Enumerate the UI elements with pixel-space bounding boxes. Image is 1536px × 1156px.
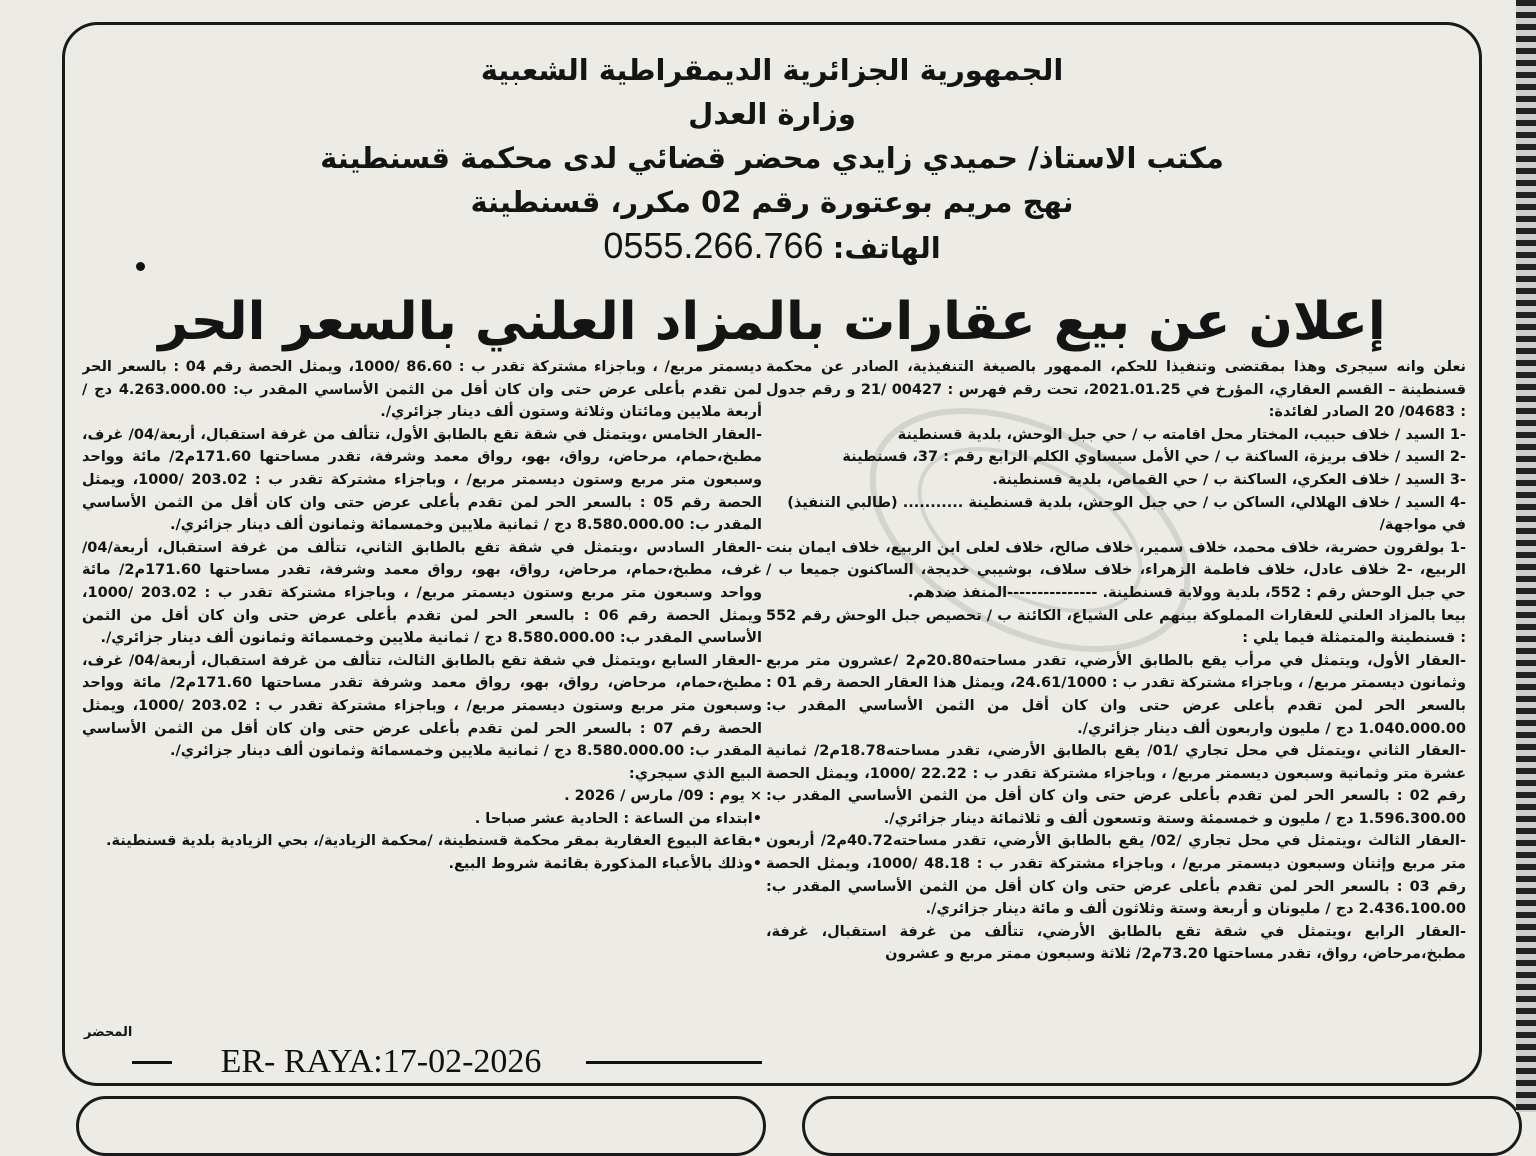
ministry-name: وزارة العدل xyxy=(688,97,856,131)
paragraph: -العقار السادس ،ويتمثل في شقة تقع بالطابق الثاني، تتألف من غرفة استقبال، أربعة/04/ غرف، مطبخ،حمام، مرحاض، رواق، بهو، رواق معمد وشرفة، تقدر مساحتها 171.60م2/ مائة وواحد وسبعون متر مربع وستون ديسمتر مربع/ ، وباجزاء مشتركة تقدر ب : 203.02 /1000، ويمثل الحصة رقم 06 : بالسعر الحر لمن تقدم بأعلى عرض حتى وان كان أقل من الثمن الأساسي المقدر ب: 8.580.000.00 دج / ثمانية ملايين وخمسمائة وثمانون ألف دينار جزائري/. xyxy=(82,539,762,647)
office-name: مكتب الاستاذ/ حميدي زايدي محضر قضائي لدى محكمة قسنطينة xyxy=(320,141,1224,175)
right-column xyxy=(766,356,1466,1062)
adjacent-ad-frame xyxy=(802,1096,1522,1156)
paragraph: × يوم : 09/ مارس / 2026 . xyxy=(564,788,762,805)
paragraph: ديسمتر مربع/ ، وباجزاء مشتركة تقدر ب : 86.60 /1000، ويمثل الحصة رقم 04 : بالسعر الحر لمن تقدم بأعلى عرض حتى وان كان أقل من الثمن الأساسي المقدر ب: 4.263.000.00 دج / أربعة ملايين ومائتان وثلاثة وستون ألف دينار جزائري/. xyxy=(82,359,762,421)
office-address: نهج مريم بوعتورة رقم 02 مكرر، قسنطينة xyxy=(470,185,1074,219)
paragraph: -العقار الخامس ،ويتمثل في شقة تقع بالطابق الأول، تتألف من غرفة استقبال، أربعة/04/ غرف، مطبخ،حمام، مرحاض، رواق، بهو، رواق معمد وشرفة، تقدر مساحتها 171.60م2/ مائة وواحد وسبعون متر مربع وستون ديسمتر مربع/ ، وباجزاء مشتركة تقدر ب : 203.02 /1000، ويمثل الحصة رقم 05 : بالسعر الحر لمن تقدم بأعلى عرض حتى وان كان أقل من الثمن الأساسي المقدر ب: 8.580.000.00 دج / ثمانية ملايين وخمسمائة وثمانون ألف دينار جزائري/. xyxy=(82,426,762,534)
phone-number: 0555.266.766 xyxy=(603,225,824,266)
paragraph: بيعا بالمزاد العلني للعقارات المملوكة بينهم على الشياع، الكائنة ب / تحصيص جبل الوحش رقم 552 : قسنطينة والمتمثلة فيما يلي : xyxy=(766,607,1466,647)
publication-date: ER- RAYA:17-02-2026 xyxy=(220,1043,542,1080)
paragraph: •وذلك بالأعباء المذكورة بقائمة شروط البيع. xyxy=(448,856,762,873)
adjacent-ad-frame xyxy=(76,1096,766,1156)
phone-line xyxy=(62,224,1482,270)
bailiff-signature: المحضر xyxy=(84,1025,133,1040)
paragraph: -4 السيد / خلاف الهلالي، الساكن ب / حي جبل الوحش، بلدية قسنطينة ........... (طالبي التنفيذ) xyxy=(787,494,1466,511)
paragraph: -1 السيد / خلاف حبيب، المختار محل اقامته ب / حي جبل الوحش، بلدية قسنطينة xyxy=(897,426,1466,443)
letterhead xyxy=(62,48,1482,270)
country-name: الجمهورية الجزائرية الديمقراطية الشعبية xyxy=(480,53,1064,87)
paragraph: -1 بولقرون حضرية، خلاف محمد، خلاف سمير، خلاف صالح، خلاف لعلى ابن الربيع، خلاف ايمان بنت الربيع، -2 خلاف عادل، خلاف فاطمة الزهراء، خلاف سلاف، بوشيبي خديجة، الساكنون جميعا ب / حي جبل الوحش رقم : 552، بلدية وولاية قسنطينة. ---------------المنفذ ضدهم. xyxy=(766,539,1466,601)
paragraph: البيع الذي سيجري: xyxy=(628,765,762,782)
paragraph: -3 السيد / خلاف العكري، الساكنة ب / حي القماص، بلدية قسنطينة. xyxy=(992,471,1466,488)
footer-rule xyxy=(132,1061,172,1064)
page-edge xyxy=(1516,0,1536,1112)
paragraph: •ابتداء من الساعة : الحادية عشر صباحا . xyxy=(474,810,762,827)
paragraph: -العقار الثاني ،ويتمثل في محل تجاري /01/ يقع بالطابق الأرضي، تقدر مساحته18.78م2/ ثمانية عشرة متر وثمانية وسبعون ديسمتر مربع/ ، وباجزاء مشتركة تقدر ب : 22.22 /1000، ويمثل الحصة رقم 02 : بالسعر الحر لمن تقدم بأعلى عرض حتى وان كان أقل من الثمن الأساسي المقدر ب: 1.596.300.00 دج / مليون و خمسمئة وستة وتسعون ألف و ثلاثمائة دينار جزائري/. xyxy=(766,743,1466,827)
paragraph: -العقار الأول، ويتمثل في مرأب يقع بالطابق الأرضي، تقدر مساحته20.80م2 /عشرون متر مربع وثمانون ديسمتر مربع/ ، وباجزاء مشتركة تقدر ب : 24.61/1000، ويمثل هذا العقار الحصة رقم 01 : بالسعر الحر لمن تقدم بأعلى عرض حتى وان كان أقل من الثمن الأساسي المقدر ب: 1.040.000.00 دج / مليون واربعون ألف دينار جزائري/. xyxy=(766,652,1466,737)
paragraph: نعلن وانه سيجرى وهذا بمقتضى وتنفيذا للحكم، الممهور بالصيغة التنفيذية، الصادر عن محكمة قسنطينة – القسم العقاري، المؤرخ في 2021.01.25، تحت رقم فهرس : 00427 /21 و رقم جدول : 04683/ 20 الصادر لفائدة: xyxy=(766,359,1466,421)
left-column xyxy=(82,356,762,996)
paragraph: •بقاعة البيوع العقارية بمقر محكمة قسنطينة، /محكمة الزيادية/، بحي الزيادية بلدية قسنطينة. xyxy=(105,833,762,850)
paragraph: -العقار السابع ،ويتمثل في شقة تقع بالطابق الثالث، تتألف من غرفة استقبال، أربعة/04/ غرف، مطبخ،حمام، مرحاض، رواق، بهو، رواق معمد وشرفة تقدر مساحتها 171.60م2/ مائة وواحد وسبعون متر مربع وستون ديسمتر مربع/ ، وباجزاء مشتركة تقدر ب : 203.02 /1000، ويمثل الحصة رقم 07 : بالسعر الحر لمن تقدم بأعلى عرض حتى وان كان أقل من الثمن الأساسي المقدر ب: 8.580.000.00 دج / ثمانية ملايين وخمسمائة وثمانون ألف دينار جزائري/. xyxy=(82,652,762,760)
paragraph: في مواجهة/ xyxy=(1379,517,1466,534)
paragraph: -2 السيد / خلاف بريزة، الساكنة ب / حي الأمل سيساوي الكلم الرابع رقم : 37، قسنطينة xyxy=(842,449,1466,466)
paragraph: -العقار الثالث ،ويتمثل في محل تجاري /02/ يقع بالطابق الأرضي، تقدر مساحته40.72م2/ أربعون متر مربع وإثنان وسبعون ديسمتر مربع/ ، وباجزاء مشتركة تقدر ب : 48.18 /1000، ويمثل الحصة رقم 03 : بالسعر الحر لمن تقدم بأعلى عرض حتى وان كان أقل من الثمن الأساسي المقدر ب: 2.436.100.00 دج / مليونان و أربعة وستة وثلاثون ألف و مائة دينار جزائري/. xyxy=(766,833,1466,918)
footer-rule xyxy=(586,1061,762,1064)
phone-label: الهاتف: xyxy=(832,231,941,265)
announcement-title: إعلان عن بيع عقارات بالمزاد العلني بالسعر الحر xyxy=(158,292,1386,352)
publication-footer xyxy=(132,1042,762,1082)
paragraph: -العقار الرابع ،ويتمثل في شقة تقع بالطابق الأرضي، تتألف من غرفة استقبال، غرفة، مطبخ،مرحاض، رواق، تقدر مساحتها 73.20م2/ ثلاثة وسبعون ممتر مربع و عشرون xyxy=(766,923,1466,963)
